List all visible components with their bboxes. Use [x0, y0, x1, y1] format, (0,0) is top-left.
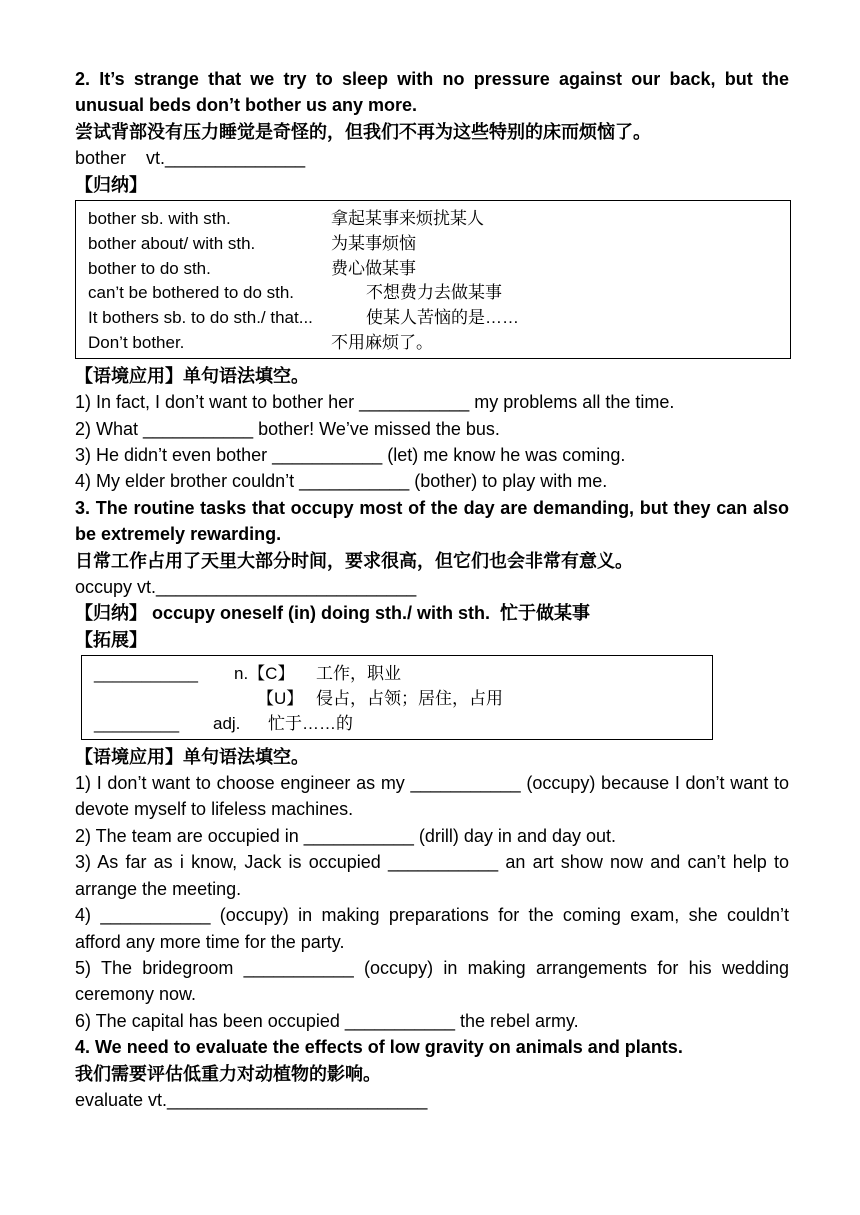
exercise-item: 4) My elder brother couldn’t ___________ (bother) to play with me.	[75, 471, 608, 492]
section-4-translation: 我们需要评估低重力对动植物的影响。	[75, 1063, 381, 1084]
usage-cn: 费心做某事	[331, 258, 416, 278]
expand-cn: 侵占，占领；居住，占用	[316, 689, 503, 709]
exercise-item: 1) In fact, I don’t want to bother her ___________ my problems all the time.	[75, 392, 675, 413]
usage-en: It bothers sb. to do sth./ that...	[88, 308, 313, 328]
usage-en: Don’t bother.	[88, 333, 185, 353]
occupy-expand-box	[81, 655, 713, 739]
section-3-summary-text: occupy oneself (in) doing sth./ with sth. 忙于做某事	[152, 603, 591, 624]
exercise-item: 1) I don’t want to choose engineer as my ___________ (occupy) because I don’t want to devote myself to lifeless machines.	[75, 773, 789, 820]
expand-row	[94, 687, 700, 712]
expand-blank: ___________	[94, 664, 199, 684]
bother-usage-box	[75, 200, 791, 359]
section-2-summary-label: 【归纳】	[75, 174, 147, 195]
usage-row	[88, 232, 778, 257]
expand-cn: 忙于……的	[268, 713, 353, 733]
usage-row	[88, 331, 778, 356]
usage-cn: 使某人苦恼的是……	[366, 308, 519, 328]
usage-cn: 拿起某事来烦扰某人	[331, 209, 484, 229]
usage-cn: 为某事烦恼	[331, 233, 416, 253]
usage-en: bother sb. with sth.	[88, 209, 231, 229]
expand-pos: n.【C】	[234, 664, 295, 684]
usage-row	[88, 306, 778, 331]
exercise-item: 3) As far as i know, Jack is occupied ___________ an art show now and can’t help to arrange the meeting.	[75, 852, 789, 899]
expand-blank: _________	[94, 713, 180, 733]
usage-row	[88, 281, 778, 306]
section-3-heading: 3. The routine tasks that occupy most of the day are demanding, but they can also be extremely rewarding.	[75, 497, 789, 545]
usage-en: bother to do sth.	[88, 258, 211, 278]
section-2-heading: 2. It’s strange that we try to sleep with no pressure against our back, but the unusual beds don’t bother us any more.	[75, 69, 789, 116]
expand-pos: 【U】	[257, 689, 304, 709]
exercise-item: 6) The capital has been occupied ___________ the rebel army.	[75, 1010, 579, 1031]
section-3-translation: 日常工作占用了天里大部分时间，要求很高，但它们也会非常有意义。	[75, 550, 633, 571]
usage-cn: 不用麻烦了。	[331, 333, 433, 353]
usage-row	[88, 257, 778, 282]
section-2-word: bother vt.______________	[75, 148, 306, 169]
expand-cn: 工作，职业	[316, 664, 401, 684]
exercise-item: 3) He didn’t even bother ___________ (let) me know he was coming.	[75, 445, 626, 466]
exercise-item: 5) The bridegroom ___________ (occupy) in making arrangements for his wedding ceremony now.	[75, 957, 789, 1005]
worksheet	[75, 66, 789, 1113]
section-3-word: occupy vt.__________________________	[75, 577, 417, 598]
expand-row	[94, 712, 700, 737]
usage-en: can’t be bothered to do sth.	[88, 283, 295, 303]
expand-row	[94, 662, 700, 687]
section-4-word: evaluate vt.__________________________	[75, 1089, 428, 1110]
section-2-translation: 尝试背部没有压力睡觉是奇怪的，但我们不再为这些特别的床而烦恼了。	[75, 121, 651, 142]
section-3-summary-label: 【归纳】	[75, 603, 147, 624]
expand-pos: adj.	[213, 713, 241, 733]
exercise-item: 2) The team are occupied in ___________ (drill) day in and day out.	[75, 825, 617, 846]
usage-en: bother about/ with sth.	[88, 233, 256, 253]
section-4-heading: 4. We need to evaluate the effects of low gravity on animals and plants.	[75, 1037, 683, 1058]
section-3-expand-label: 【拓展】	[75, 629, 147, 650]
usage-cn: 不想费力去做某事	[366, 283, 502, 303]
section-2-practice-label: 【语境应用】单句语法填空。	[75, 365, 309, 386]
expand-blank	[94, 687, 257, 712]
section-3-practice-label: 【语境应用】单句语法填空。	[75, 746, 309, 767]
section-3-summary	[75, 600, 789, 626]
usage-row	[88, 207, 778, 232]
exercise-item: 4) ___________ (occupy) in making preparations for the coming exam, she couldn’t afford any more time for the party.	[75, 905, 789, 952]
exercise-item: 2) What ___________ bother! We’ve missed the bus.	[75, 418, 500, 439]
